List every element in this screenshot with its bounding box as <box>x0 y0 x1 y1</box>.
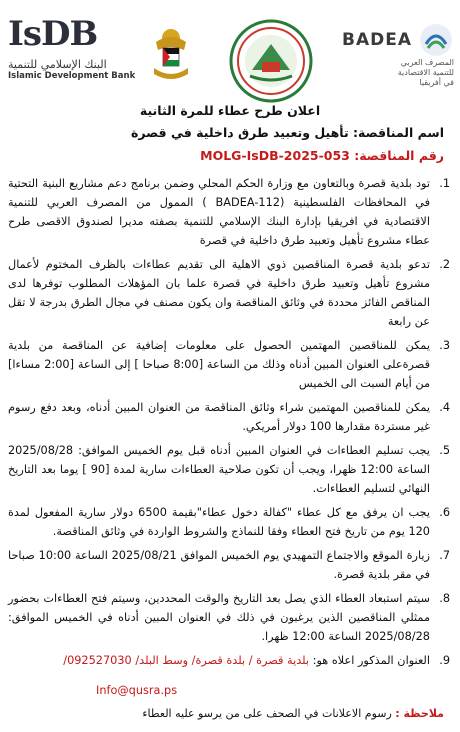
tender-name: اسم المناقصة: تأهيل وتعبيد طرق داخلية في قصرة <box>130 125 444 140</box>
badea-logo-arabic-1: المصرف العربي <box>400 58 454 67</box>
tender-number: رقم المناقصة: MOLG-IsDB-2025-053 <box>200 148 444 163</box>
logos-row <box>0 0 460 118</box>
badea-logo-text: BADEA <box>342 30 412 50</box>
address-prefix: العنوان المذكور اعلاه هو: <box>312 654 430 667</box>
item-text: سيتم استبعاد العطاء الذي يصل بعد التاريخ والوقت المحددين، وسيتم فتح العطاءات بحضور ممثلي المناقصين الذين يرغبون في ذلك في العنوان المبين أدناه في الخميس الموافق: 2025/08/28 الساعة 12:00 ظهرا. <box>8 592 430 643</box>
list-item <box>8 174 450 250</box>
badea-logo-arabic-2: للتنمية الاقتصادية <box>397 68 454 77</box>
list-item <box>8 255 450 331</box>
announcement-title: اعلان طرح عطاء للمرة الثانية <box>139 103 321 118</box>
contact-email[interactable]: Info@qusra.ps <box>96 684 178 697</box>
address-value: بلدية قصرة / بلدة قصرة/ وسط البلد/ 092527030/ <box>63 654 310 667</box>
item-text: زيارة الموقع والاجتماع التمهيدي يوم الخميس الموافق 2025/08/21 الساعة 10:00 صباحا في مقر بلدية قصرة. <box>8 549 430 581</box>
item-number: 2. <box>439 258 450 271</box>
item-number: 7. <box>439 549 450 562</box>
item-text: تدعو بلدية قصرة المناقصين ذوي الاهلية الى تقديم عطاءات بالظرف المختوم لأعمال مشروع تأهيل وتعبيد طرق داخلية في قصرة علما بان المؤهلات المطلوب توفرها لدى المناقص الفائز محددة في وثائق المناقصة وان يكون مصنف في مجال الطرق بدرجة لا تقل عن رابعة <box>8 258 430 328</box>
address-item <box>8 651 450 670</box>
ad-fees-note <box>142 707 444 720</box>
item-number: 9. <box>439 654 450 667</box>
list-item <box>8 336 450 393</box>
list-item <box>8 503 450 541</box>
item-number: 4. <box>439 401 450 414</box>
item-text: يمكن للمناقصين المهتمين الحصول على معلومات إضافية عن المناقصة من بلدية قصرةعلى العنوان المبين أدناه وذلك من الساعة [8:00 صباحا ] إلى الساعة [2:00 مساءا] من أيام السبت الى الخميس <box>8 339 430 390</box>
item-text: يمكن للمناقصين المهتمين شراء وثائق المناقصة من العنوان المبين أدناه، وبعد دفع رسوم غير مستردة مقدارها 100 دولار أمريكي. <box>8 401 430 433</box>
terms-list <box>8 174 450 675</box>
item-number: 1. <box>439 177 450 190</box>
item-number: 3. <box>439 339 450 352</box>
item-text: يجب ان يرفق مع كل عطاء "كفالة دخول عطاء"بقيمة 6500 دولار سارية المفعول لمدة 120 يوم من تاريخ فتح العطاء وفقا للنماذج والشروط الواردة في وثائق المناقصة. <box>8 506 430 538</box>
list-item <box>8 546 450 584</box>
isdb-logo-english: Islamic Development Bank <box>8 71 136 81</box>
isdb-logo-text: IsDB <box>8 14 98 54</box>
palestine-emblem-icon <box>148 24 194 84</box>
item-text: يجب تسليم العطاءات في العنوان المبين أدناه قبل يوم الخميس الموافق: 2025/08/28 الساعة 12:00 ظهرا، ويجب أن تكون صلاحية العطاءات سارية لمدة [90 ] يوما بعد التاريخ النهائي لتسليم العطاءات. <box>8 444 430 495</box>
list-item <box>8 441 450 498</box>
badea-logo <box>332 22 454 92</box>
item-number: 6. <box>439 506 450 519</box>
isdb-logo <box>8 14 138 94</box>
list-item <box>8 589 450 646</box>
list-item <box>8 398 450 436</box>
address-line <box>8 651 430 670</box>
badea-mark-icon <box>418 22 454 58</box>
note-text: رسوم الاعلانات في الصحف على من يرسو عليه العطاء <box>142 707 392 720</box>
municipality-seal-icon <box>228 18 314 104</box>
note-label: ملاحظة : <box>395 707 444 720</box>
item-text: تود بلدية قصرة وبالتعاون مع وزارة الحكم المحلي وضمن برنامج دعم مشاريع البنية التحتية في المحافظات الفلسطينية (BADEA-112 ) الممول من المصرف العربي للتنمية الاقتصادية في افريقيا بإدارة البنك الإسلامي للتنمية بصفته مديرا لصندوق الاقصى طرح عطاء مشروع تأهيل وتعبيد طرق داخلية في قصرة <box>8 177 430 247</box>
badea-logo-arabic-3: في أفريقيا <box>419 78 454 87</box>
item-number: 8. <box>439 592 450 605</box>
isdb-logo-arabic: البنك الإسلامي للتنمية <box>8 58 107 71</box>
item-number: 5. <box>439 444 450 457</box>
